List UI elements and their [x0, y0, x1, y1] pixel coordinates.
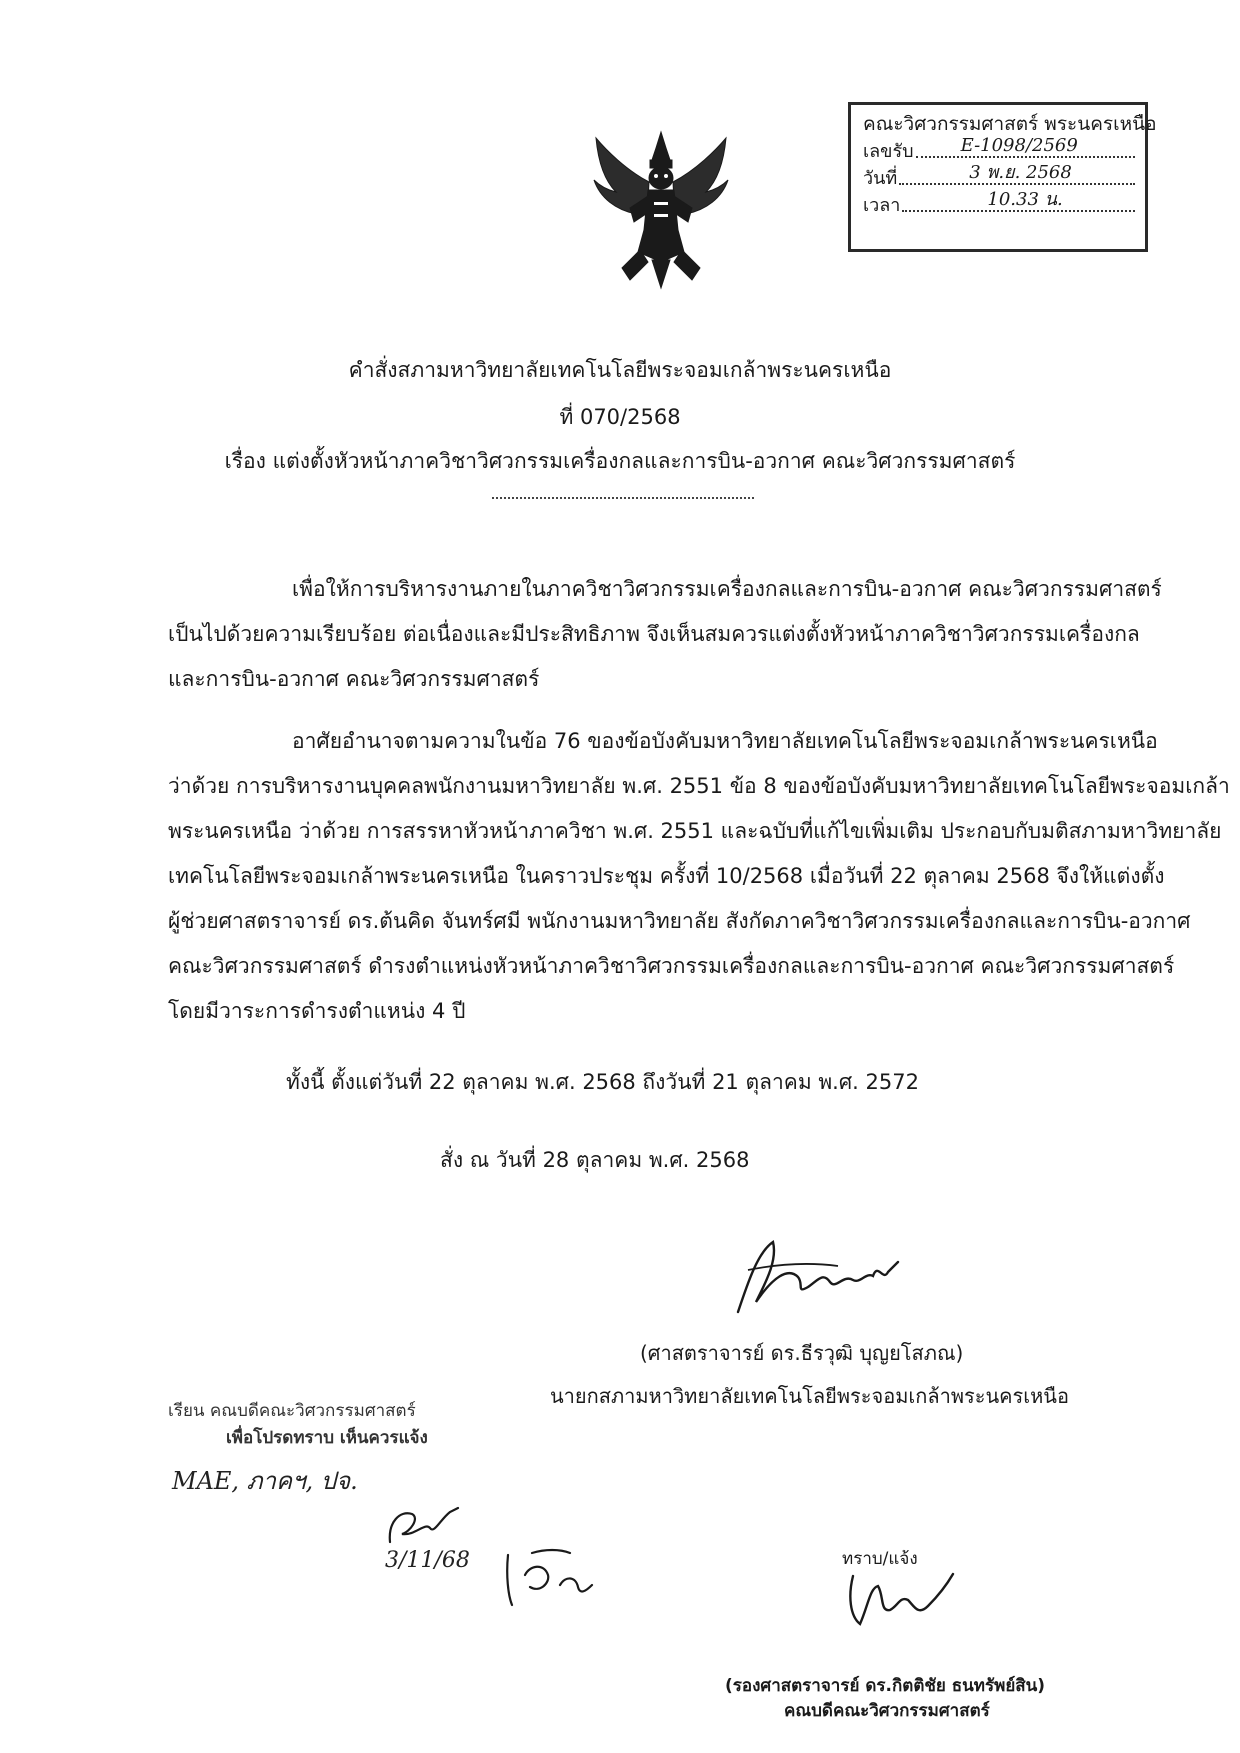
stamp-time-value: 10.33 น.: [987, 189, 1063, 210]
order-title: คำสั่งสภามหาวิทยาลัยเทคโนโลยีพระจอมเกล้าพระนครเหนือ: [348, 358, 892, 382]
dean-name: (รองศาสตราจารย์ ดร.กิตติชัย ธนทรัพย์สิน): [725, 1676, 1046, 1696]
order-number: ที่ 070/2568: [559, 405, 681, 429]
memo-line: เรียน คณบดีคณะวิศวกรรมศาสตร์: [168, 1401, 416, 1421]
order-subject: เรื่อง แต่งตั้งหัวหน้าภาควิชาวิศวกรรมเครื่องกลและการบิน-อวกาศ คณะวิศวกรรมศาสตร์: [224, 449, 1016, 473]
header-divider: [492, 497, 754, 499]
paragraph-line: อาศัยอำนาจตามความในข้อ 76 ของข้อบังคับมหาวิทยาลัยเทคโนโลยีพระจอมเกล้าพระนครเหนือ: [292, 729, 1158, 753]
signer-title: นายกสภามหาวิทยาลัยเทคโนโลยีพระจอมเกล้าพระนครเหนือ: [550, 1384, 1069, 1408]
stamp-time-label: เวลา: [863, 195, 901, 216]
memo-line: เพื่อโปรดทราบ เห็นควรแจ้ง: [226, 1428, 428, 1448]
paragraph-line: เป็นไปด้วยความเรียบร้อย ต่อเนื่องและมีประสิทธิภาพ จึงเห็นสมควรแต่งตั้งหัวหน้าภาควิชาวิศวกรรมเครื่องกล: [168, 622, 1140, 646]
paragraph-line: เพื่อให้การบริหารงานภายในภาควิชาวิศวกรรมเครื่องกลและการบิน-อวกาศ คณะวิศวกรรมศาสตร์: [292, 577, 1162, 601]
initials-icon: [500, 1535, 600, 1610]
paragraph-authority: [168, 719, 1230, 1034]
stamp-receipt-value: E-1098/2569: [960, 135, 1078, 156]
paragraph-line: โดยมีวาระการดำรงตำแหน่ง 4 ปี: [168, 999, 466, 1023]
stamp-title: คณะวิศวกรรมศาสตร์ พระนครเหนือ: [863, 113, 1157, 135]
paragraph-line: ว่าด้วย การบริหารงานบุคคลพนักงานมหาวิทยาลัย พ.ศ. 2551 ข้อ 8 ของข้อบังคับมหาวิทยาลัยเทคโนโลยีพระจอมเกล้า: [168, 774, 1230, 798]
term-period: ทั้งนี้ ตั้งแต่วันที่ 22 ตุลาคม พ.ศ. 2568 ถึงวันที่ 21 ตุลาคม พ.ศ. 2572: [286, 1070, 919, 1094]
signature-icon: [718, 1232, 918, 1322]
stamp-receipt-label: เลขรับ: [863, 141, 914, 162]
acknowledge-label: ทราบ/แจ้ง: [842, 1549, 918, 1569]
stamp-date-label: วันที่: [863, 168, 898, 189]
garuda-emblem-icon: [586, 130, 736, 290]
paragraph-purpose: [168, 567, 1162, 702]
received-stamp: [848, 102, 1157, 252]
memo-note: [168, 1398, 428, 1452]
initials-icon: [380, 1502, 470, 1552]
paragraph-line: คณะวิศวกรรมศาสตร์ ดำรงตำแหน่งหัวหน้าภาควิชาวิศวกรรมเครื่องกลและการบิน-อวกาศ คณะวิศวกรรมศาสตร์: [168, 954, 1175, 978]
stamp-date-value: 3 พ.ย. 2568: [969, 162, 1072, 183]
paragraph-line: เทคโนโลยีพระจอมเกล้าพระนครเหนือ ในคราวประชุม ครั้งที่ 10/2568 เมื่อวันที่ 22 ตุลาคม 2568 จึงให้แต่งตั้ง: [168, 864, 1165, 888]
stamp-time-row: [863, 189, 1137, 219]
dean-title: คณบดีคณะวิศวกรรมศาสตร์: [784, 1701, 990, 1721]
paragraph-line: และการบิน-อวกาศ คณะวิศวกรรมศาสตร์: [168, 667, 540, 691]
signer-name: (ศาสตราจารย์ ดร.ธีรวุฒิ บุญยโสภณ): [640, 1341, 964, 1365]
handwritten-note: MAE, ภาคฯ, ปจ.: [172, 1467, 358, 1495]
handwritten-date: 3/11/68: [385, 1548, 470, 1573]
dean-signature-icon: [838, 1566, 958, 1631]
paragraph-line: ผู้ช่วยศาสตราจารย์ ดร.ต้นคิด จันทร์ศมี พนักงานมหาวิทยาลัย สังกัดภาควิชาวิศวกรรมเครื่องกลและการบิน-อวกาศ: [168, 909, 1191, 933]
ordered-date: สั่ง ณ วันที่ 28 ตุลาคม พ.ศ. 2568: [440, 1148, 750, 1172]
paragraph-line: พระนครเหนือ ว่าด้วย การสรรหาหัวหน้าภาควิชา พ.ศ. 2551 และฉบับที่แก้ไขเพิ่มเติม ประกอบกับมติสภามหาวิทยาลัย: [168, 819, 1222, 843]
